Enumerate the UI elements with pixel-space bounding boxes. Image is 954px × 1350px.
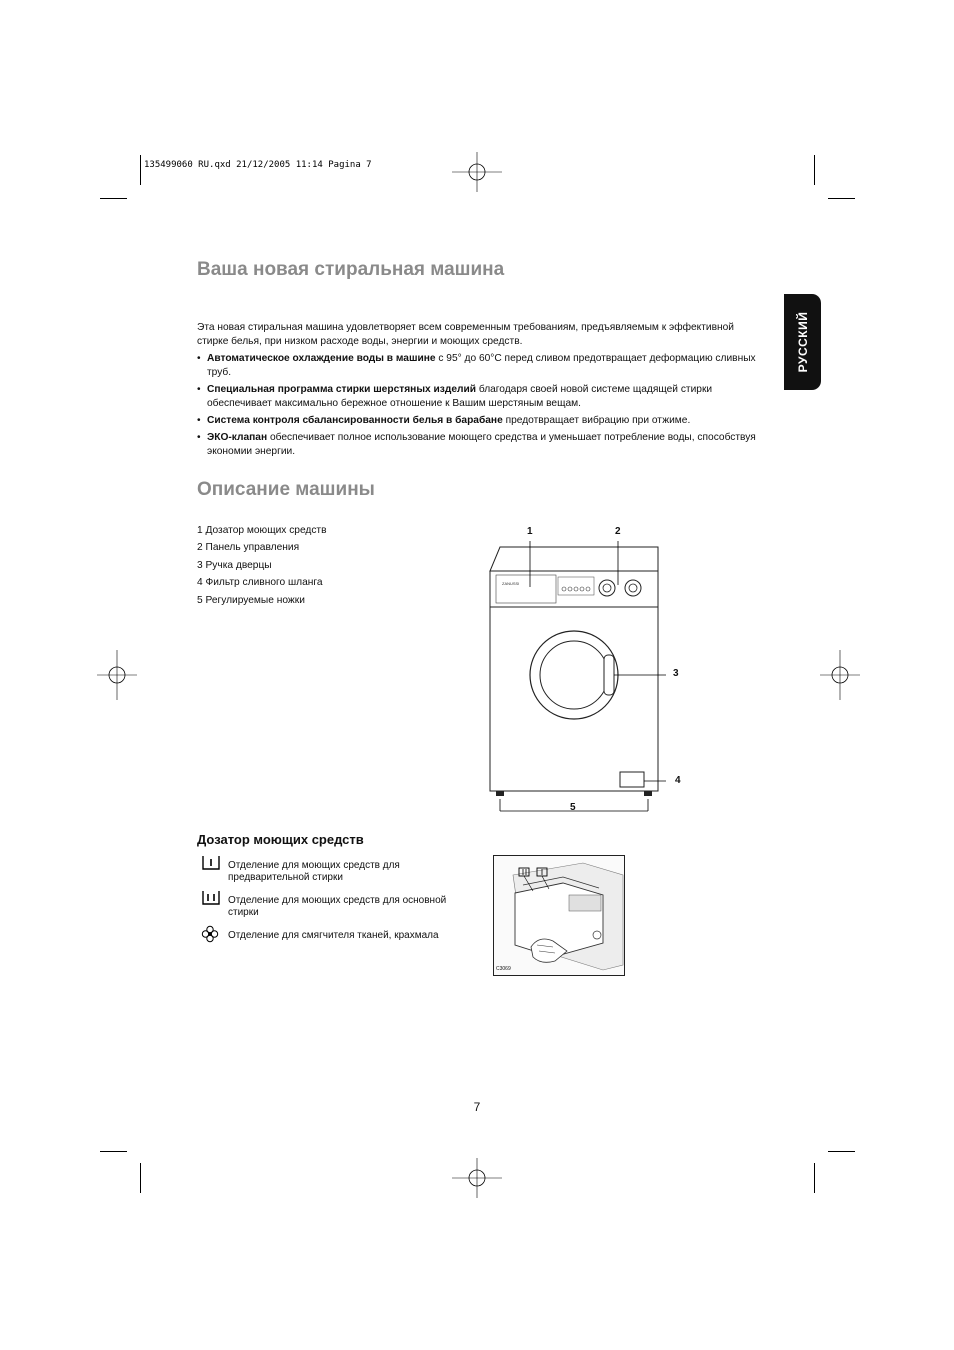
feature-bold: Специальная программа стирки шерстяных изделий (207, 384, 476, 395)
feature-bold: Система контроля сбалансированности белья в барабане (207, 415, 503, 426)
dispenser-drawer-illustration (493, 855, 625, 976)
dispenser-item-text: Отделение для смягчителя тканей, крахмала (228, 930, 439, 941)
crop-mark (814, 155, 815, 185)
feature-text: с 95° до 60°С перед сливом предотвращает деформацию сливных труб. (207, 353, 756, 378)
feature-text: обеспечивает полное использование моющего средства и уменьшает потребление воды, способствуя экономии энергии. (207, 432, 756, 457)
parts-list-item: 2 Панель управления (197, 542, 300, 554)
section-title-machine-description: Описание машины (197, 479, 375, 500)
intro-paragraph: Эта новая стиральная машина удовлетворяет всем современным требованиям, предъявляемым к эффективной стирке белья, при низком расходе воды, энергии и моющих средств. (197, 322, 734, 347)
print-slug: 135499060 RU.qxd 21/12/2005 11:14 Pagina 7 (144, 160, 372, 170)
parts-list-item: 4 Фильтр сливного шланга (197, 577, 323, 589)
registration-mark-right (820, 650, 860, 700)
feature-text: благодаря своей новой системе щадящей стирки обеспечивает максимально бережное отношение к Вашим шерстяным вещам. (207, 384, 713, 409)
callout-number: 1 (527, 526, 533, 537)
feature-bullet: • ЭКО-клапан обеспечивает полное использование моющего средства и уменьшает потребление воды, способствуя экономии энергии. (197, 432, 756, 457)
callout-number: 5 (570, 802, 576, 813)
parts-list (197, 522, 327, 609)
feature-bold: ЭКО-клапан (207, 432, 268, 443)
language-tab-label: РУССКИЙ (795, 311, 810, 373)
parts-list-item: 1 Дозатор моющих средств (197, 525, 327, 536)
figure-code: C3069 (496, 966, 511, 972)
language-tab (784, 294, 821, 390)
prewash-compartment-icon (201, 855, 221, 871)
svg-text:ZANUSSI: ZANUSSI (502, 581, 520, 586)
crop-mark (140, 155, 141, 185)
registration-mark-bottom (452, 1158, 502, 1198)
softener-flower-icon (201, 925, 219, 943)
callout-number: 4 (675, 775, 681, 786)
feature-bold: Автоматическое охлаждение воды в машине (207, 353, 436, 364)
callout-number: 2 (615, 526, 621, 537)
registration-mark-top (452, 152, 502, 192)
section-title-new-machine: Ваша новая стиральная машина (197, 259, 505, 280)
crop-mark (100, 1151, 127, 1152)
crop-mark (828, 1151, 855, 1152)
crop-mark (828, 198, 855, 199)
intro-block (197, 321, 757, 459)
parts-list-item: 3 Ручка дверцы (197, 559, 272, 571)
feature-bullet: • Система контроля сбалансированности белья в барабане предотвращает вибрацию при отжиме. (197, 415, 691, 426)
callout-number: 3 (673, 668, 679, 679)
section-title-detergent-dispenser: Дозатор моющих средств (197, 832, 364, 847)
crop-mark (140, 1163, 141, 1193)
dispenser-item-text: Отделение для моющих средств для основной стирки (228, 895, 447, 918)
crop-mark (100, 198, 127, 199)
page-number: 7 (473, 1100, 481, 1114)
mainwash-compartment-icon (201, 890, 221, 906)
feature-bullet: • Специальная программа стирки шерстяных изделий благодаря своей новой системе щадящей стирки обеспечивает максимально бережное отношение к Вашим шерстяным вещам. (197, 384, 713, 409)
registration-mark-left (97, 650, 137, 700)
dispenser-item-text: Отделение для моющих средств для предварительной стирки (228, 860, 400, 883)
crop-mark (814, 1163, 815, 1193)
feature-text: предотвращает вибрацию при отжиме. (502, 415, 691, 426)
parts-list-item: 5 Регулируемые ножки (197, 594, 305, 606)
feature-bullet: • Автоматическое охлаждение воды в машине с 95° до 60°С перед сливом предотвращает деформацию сливных труб. (197, 353, 756, 378)
washing-machine-illustration (480, 535, 680, 820)
